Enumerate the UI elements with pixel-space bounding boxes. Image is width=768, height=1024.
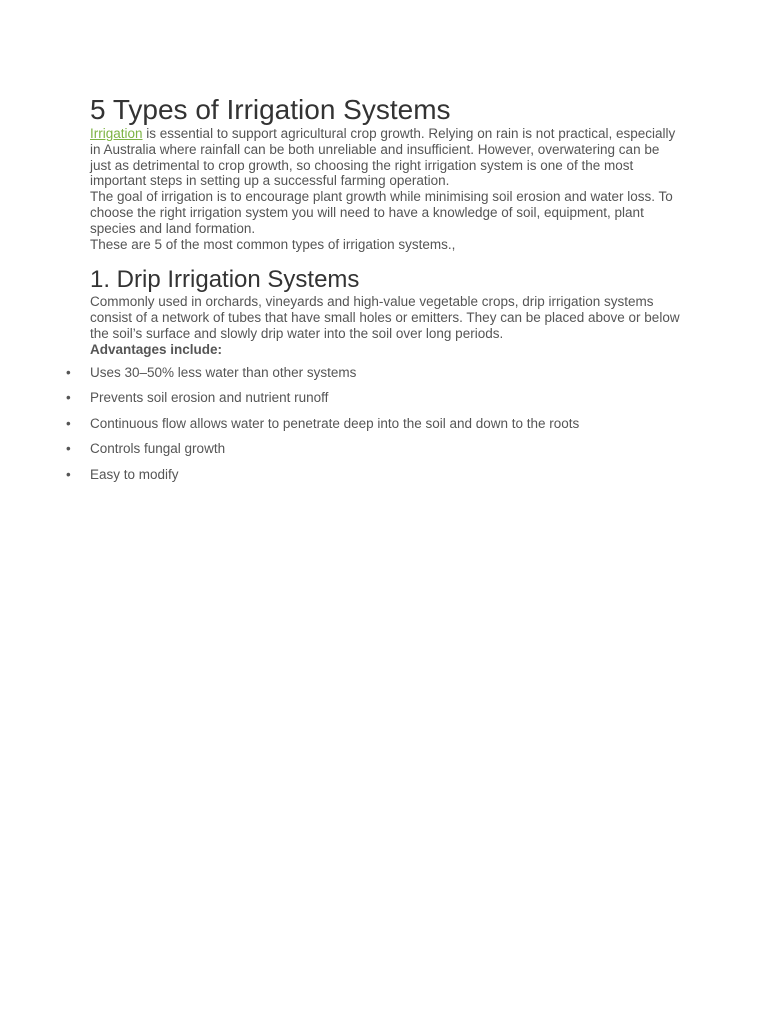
intro-paragraph-2: The goal of irrigation is to encourage plant growth while minimising soil erosion and water loss. To choose the right irrigation system you will need to have a knowledge of soil, equipment, plant species and land formation. [90, 189, 673, 236]
list-item [66, 415, 680, 432]
list-item-text: Continuous flow allows water to penetrate deep into the soil and down to the roots [90, 415, 580, 431]
intro-paragraph-3: These are 5 of the most common types of irrigation systems., [90, 236, 456, 252]
list-item-text: Controls fungal growth [90, 441, 226, 457]
bullet-icon: • [66, 364, 71, 380]
intro-paragraph-1-text: is essential to support agricultural crop growth. Relying on rain is not practical, especially in Australia where rainfall can be both unreliable and insufficient. However, overwatering can be just as detrimental to crop growth, so choosing the right irrigation system is one of the most important steps in setting up a successful farming operation. [90, 126, 676, 189]
bullet-icon: • [66, 441, 71, 457]
section-body-drip: Commonly used in orchards, vineyards and high-value vegetable crops, drip irrigation systems consist of a network of tubes that have small holes or emitters. They can be placed above or below the soil’s surface and slowly drip water into the soil over long periods. [90, 294, 680, 341]
bullet-icon: • [66, 466, 71, 482]
bullet-icon: • [66, 415, 71, 431]
page-title: 5 Types of Irrigation Systems [90, 94, 451, 125]
advantages-list [66, 364, 680, 483]
irrigation-link[interactable]: Irrigation [90, 126, 143, 141]
list-item [66, 364, 680, 381]
intro-paragraph-1 [90, 126, 680, 189]
bullet-icon: • [66, 390, 71, 406]
list-item-text: Uses 30–50% less water than other systems [90, 364, 357, 380]
list-item-text: Easy to modify [90, 466, 179, 482]
list-item [66, 466, 680, 483]
list-item [66, 441, 680, 457]
article [66, 94, 680, 492]
advantages-label: Advantages include: [90, 341, 223, 357]
section-heading-drip: 1. Drip Irrigation Systems [90, 266, 360, 294]
list-item [66, 390, 680, 406]
list-item-text: Prevents soil erosion and nutrient runoff [90, 390, 329, 406]
